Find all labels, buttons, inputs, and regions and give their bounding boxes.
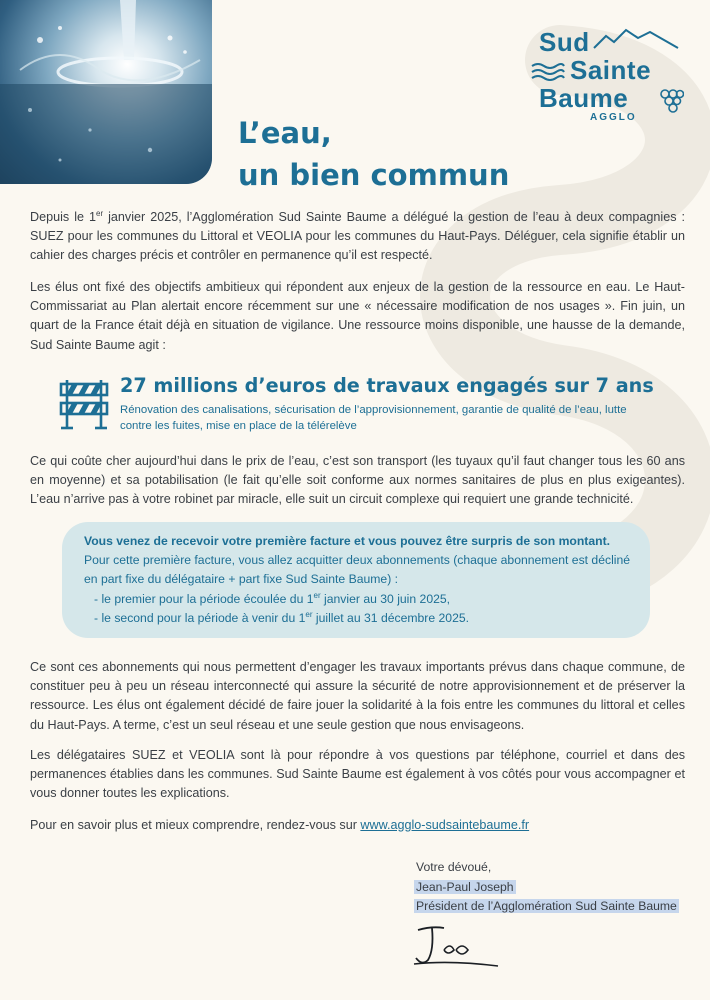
bullet1-sup: er xyxy=(313,590,321,600)
logo-text-sud: Sud xyxy=(539,27,590,57)
bullet1-start: - le premier pour la période écoulée du 1 xyxy=(94,591,314,606)
bullet2-sup: er xyxy=(305,609,313,619)
logo-text-baume: Baume xyxy=(539,83,629,113)
grapes-icon xyxy=(658,86,684,116)
waves-icon xyxy=(530,62,566,82)
more-info-paragraph xyxy=(30,816,685,835)
highlight-subtitle: Rénovation des canalisations, sécurisation de l’approvisionnement, garantie de qualité de l’eau, lutte contre les fuites, mise en place de la télérelève xyxy=(120,404,627,432)
intro-paragraph-2: Les élus ont fixé des objectifs ambitieux qui répondent aux enjeux de la gestion de la ressource en eau. Le Haut-Commissariat au Plan alertait encore récemment sur une « nécessaire modification de nos usages ». Fin juin, un quart de la France était déjà en situation de vigilance. Une ressource moins disponible, une hausse de la demande, Sud Sainte Baume agit : xyxy=(30,280,685,352)
intro-paragraph-1 xyxy=(30,208,685,266)
contact-paragraph: Les délégataires SUEZ et VEOLIA sont là pour répondre à vos questions par téléphone, courriel et dans des permanences établies dans les communes. Sud Sainte Baume est également à vos côtés pour vous accompagner et vous donner toutes les explications. xyxy=(30,748,685,801)
logo-text-sainte: Sainte xyxy=(570,55,652,85)
website-link[interactable]: www.agglo-sudsaintebaume.fr xyxy=(360,818,530,832)
road-barrier-icon xyxy=(58,378,110,432)
hero-water-photo xyxy=(0,0,212,184)
investment-highlight xyxy=(58,374,658,434)
more-info-text: Pour en savoir plus et mieux comprendre, rendez-vous sur xyxy=(30,818,361,832)
billing-lead: Vous venez de recevoir votre première facture et vous pouvez être surpris de son montant. xyxy=(84,534,611,548)
page-title xyxy=(238,112,509,196)
handwritten-signature xyxy=(410,920,502,972)
intro-p1-end: janvier 2025, l’Agglomération Sud Sainte Baume a délégué la gestion de l’eau à deux compagnies : SUEZ pour les communes du Littoral et VEOLIA pour les communes du Haut-Pays. Déléguer, cela signifie établir un cahier des charges précis et contrôler en permanence qu’il est respecté. xyxy=(30,210,685,263)
bullet1-end: janvier au 30 juin 2025, xyxy=(320,591,451,606)
bullet2-end: juillet au 31 décembre 2025. xyxy=(312,610,470,625)
signoff-block xyxy=(416,858,679,917)
signoff-name: Jean-Paul Joseph xyxy=(416,879,514,894)
cost-paragraph: Ce qui coûte cher aujourd’hui dans le prix de l’eau, c’est son transport (les tuyaux qu’il faut changer tous les 60 ans en moyenne) et sa potabilisation (le fait qu’elle soit conforme aux normes sanitaires de plus en plus exigeantes). L’eau n’arrive pas à votre robinet par miracle, elle suit un circuit complexe qui requiert une grande technicité. xyxy=(30,454,685,507)
billing-bullet-2 xyxy=(84,609,636,628)
signoff-role: Président de l’Agglomération Sud Sainte Baume xyxy=(416,899,677,913)
logo-text-agglo: AGGLO xyxy=(590,112,637,123)
page-title-line2: un bien commun xyxy=(238,158,510,192)
billing-info-box xyxy=(62,522,650,638)
intro-p1-sup: er xyxy=(96,209,104,218)
billing-bullet-1 xyxy=(84,590,636,609)
network-paragraph: Ce sont ces abonnements qui nous permettent d’engager les travaux importants prévus dans chaque commune, de constituer peu à peu un réseau interconnecté qui assure la sécurité de notre approvisionnement et de préserver la ressource. Les élus ont également décidé de faire jouer la solidarité à la fois entre les communes du littoral et celles du Haut-Pays. A terme, c’est un seul réseau et une seule gestion que nous envisageons. xyxy=(30,660,685,732)
mountains-icon xyxy=(592,26,684,52)
bullet2-start: - le second pour la période à venir du 1 xyxy=(94,610,306,625)
page-title-line1: L’eau, xyxy=(238,116,332,150)
intro-p1-start: Depuis le 1 xyxy=(30,210,96,224)
sud-sainte-baume-logo xyxy=(528,24,694,134)
billing-text: Pour cette première facture, vous allez acquitter deux abonnements (chaque abonnement est décliné en part fixe du délégataire + part fixe Sud Sainte Baume) : xyxy=(84,553,631,587)
highlight-title: 27 millions d’euros de travaux engagés sur 7 ans xyxy=(120,374,654,397)
signoff-closing: Votre dévoué, xyxy=(416,860,492,874)
